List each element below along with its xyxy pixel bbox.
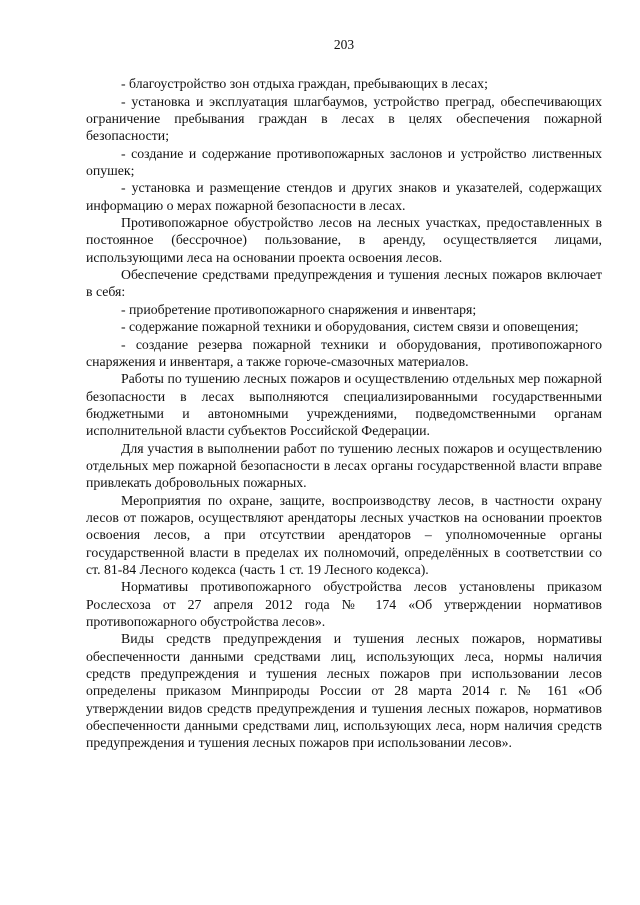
page-number: 203: [333, 37, 355, 52]
paragraph: Виды средств предупреждения и тушения лесных пожаров, нормативы обеспеченности данными средствами лиц, использующих леса, нормы наличия средств предупреждения и тушения лесных пожаров при использовании лесов определены приказом Минприроды России от 28 марта 2014 г. № 161 «Об утверждении видов средств предупреждения и тушения лесных пожаров, нормативов обеспеченности данными средствами лиц, использующих леса, норм наличия средств предупреждения и тушения лесных пожаров при использовании лесов».: [86, 631, 602, 751]
paragraph: Противопожарное обустройство лесов на лесных участках, предоставленных в постоянное (бессрочное) пользование, в аренду, осуществляется лицами, использующими леса на основании проекта освоения лесов.: [86, 215, 602, 265]
paragraph: Мероприятия по охране, защите, воспроизводству лесов, в частности охрану лесов от пожаров, осуществляют арендаторы лесных участков на основании проектов освоения лесов, а при отсутствии арендаторов – уполномоченные органы государственной власти в пределах их полномочий, определённых в соответствии со ст. 81-84 Лесного кодекса (часть 1 ст. 19 Лесного кодекса).: [86, 492, 602, 577]
paragraph: - содержание пожарной техники и оборудования, систем связи и оповещения;: [121, 319, 579, 335]
paragraph: Работы по тушению лесных пожаров и осуществлению отдельных мер пожарной безопасности в лесах выполняются специализированными государственными бюджетными и автономными учреждениями, подведомственными органам исполнительной власти субъектов Российской Федерации.: [86, 371, 602, 439]
paragraph: - благоустройство зон отдыха граждан, пребывающих в лесах;: [121, 76, 488, 92]
paragraph: - установка и размещение стендов и других знаков и указателей, содержащих информацию о мерах пожарной безопасности в лесах.: [86, 180, 602, 213]
paragraph: Нормативы противопожарного обустройства лесов установлены приказом Рослесхоза от 27 апреля 2012 года № 174 «Об утверждении нормативов противопожарного обустройства лесов».: [86, 579, 602, 629]
paragraph: Обеспечение средствами предупреждения и тушения лесных пожаров включает в себя:: [86, 267, 602, 300]
paragraph: Для участия в выполнении работ по тушению лесных пожаров и осуществлению отдельных мер пожарной безопасности в лесах органы государственной власти вправе привлекать добровольных пожарных.: [86, 440, 602, 491]
paragraph: - создание и содержание противопожарных заслонов и устройство лиственных опушек;: [86, 145, 602, 179]
paragraph: - установка и эксплуатация шлагбаумов, устройство преград, обеспечивающих ограничение пребывания граждан в лесах в целях обеспечения пожарной безопасности;: [86, 93, 602, 144]
paragraph: - приобретение противопожарного снаряжения и инвентаря;: [121, 301, 477, 317]
paragraph: - создание резерва пожарной техники и оборудования, противопожарного снаряжения и инвентаря, а также горюче-смазочных материалов.: [86, 336, 602, 369]
body-text: [86, 75, 602, 751]
